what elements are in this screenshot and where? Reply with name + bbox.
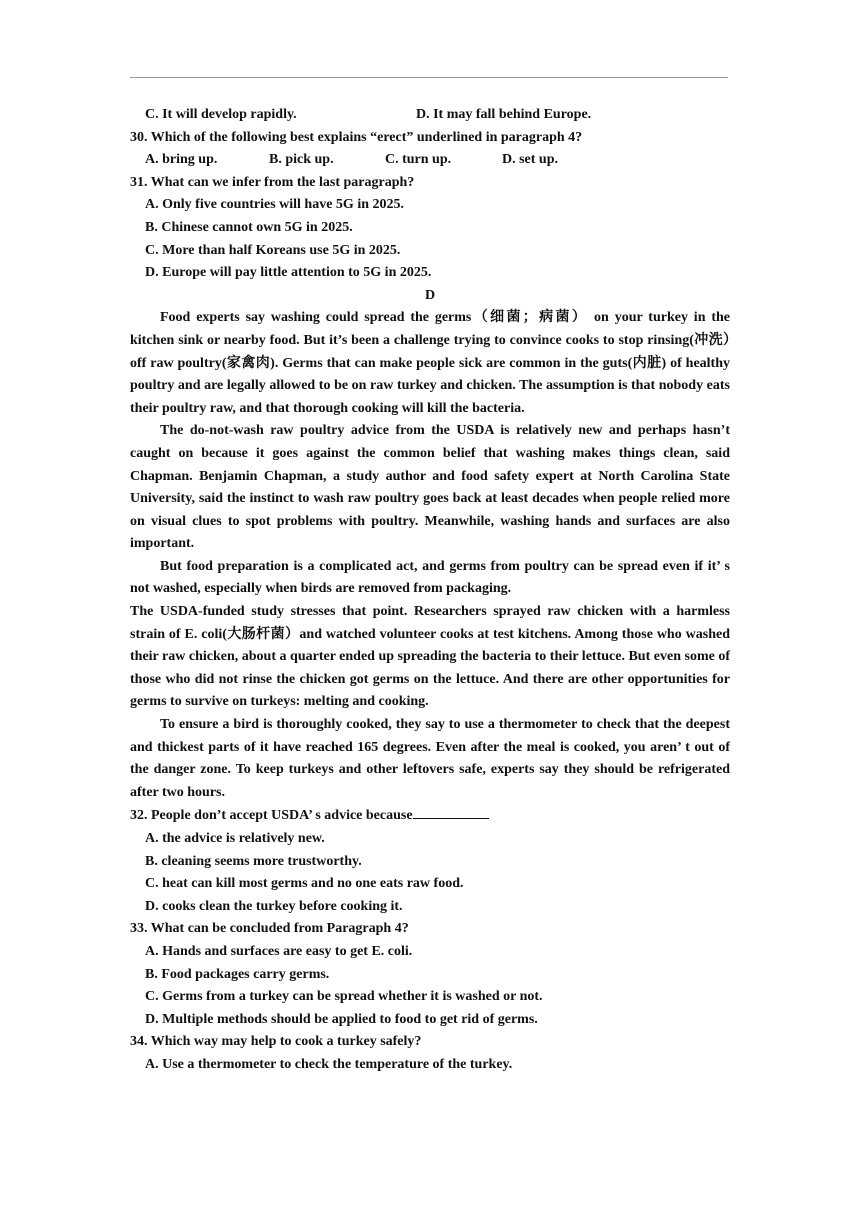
q31-option-d: D. Europe will pay little attention to 5G in 2025. [145, 265, 432, 281]
q30-option-d: D. set up. [502, 152, 559, 168]
q30-options-row [130, 149, 730, 172]
q31-option-c: C. More than half Koreans use 5G in 2025. [145, 242, 401, 258]
exam-page [130, 104, 730, 1077]
q32-option-b: B. cleaning seems more trustworthy. [145, 853, 362, 869]
q32-stem-line [130, 804, 730, 828]
q34-option-a: A. Use a thermometer to check the temperature of the turkey. [145, 1056, 513, 1072]
q32-answer-blank [413, 804, 489, 819]
q29-option-d: D. It may fall behind Europe. [416, 107, 592, 122]
q31-option-b: B. Chinese cannot own 5G in 2025. [145, 219, 353, 235]
passage-paragraph-2: The do-not-wash raw poultry advice from the USDA is relatively new and perhaps hasn’t caught on because it goes against the common belief that washing makes things clean, said Chapman. Benjamin Chapman, a study author and food safety expert at North Carolina State University, said the instinct to wash raw poultry goes back at least decades when people relied more on visual clues to spot problems with poultry. Meanwhile, washing hands and surfaces are also important. [130, 423, 730, 552]
passage-paragraph-4: The USDA-funded study stresses that point. Researchers sprayed raw chicken with a harmless strain of E. coli(大肠杆菌）and watched volunteer cooks at test kitchens. Among those who washed their raw chicken, about a quarter ended up spreading the bacteria to their lettuce. But even some of those who did not rinse the chicken got germs on the lettuce. And there are other opportunities for germs to survive on turkeys: melting and cooking. [130, 604, 730, 710]
q32-option-a: A. the advice is relatively new. [145, 831, 325, 846]
passage-paragraph-3: But food preparation is a complicated act, and germs from poultry can be spread even if it’ s not washed, especially when birds are removed from packaging. [130, 558, 730, 597]
q32-option-d: D. cooks clean the turkey before cooking it. [145, 898, 403, 914]
q30-option-c: C. turn up. [385, 152, 452, 168]
q33-stem: 33. What can be concluded from Paragraph 4? [130, 921, 409, 937]
q30-option-a: A. bring up. [145, 152, 218, 168]
header-rule [130, 77, 728, 78]
q31-stem: 31. What can we infer from the last paragraph? [130, 174, 415, 190]
q33-option-c: C. Germs from a turkey can be spread whether it is washed or not. [145, 989, 543, 1005]
q33-option-d: D. Multiple methods should be applied to food to get rid of germs. [145, 1011, 538, 1027]
q29-option-c: C. It will develop rapidly. [145, 107, 297, 122]
q30-stem: 30. Which of the following best explains “erect” underlined in paragraph 4? [130, 129, 583, 145]
passage-label: D [424, 287, 436, 303]
q29-options-row [130, 104, 730, 127]
q33-option-b: B. Food packages carry germs. [145, 966, 330, 982]
q30-option-b: B. pick up. [269, 152, 334, 168]
passage-paragraph-1: Food experts say washing could spread the germs（细菌；病菌） on your turkey in the kitchen sink or nearby food. But it’s been a challenge trying to convince cooks to stop rinsing(冲洗）off raw poultry(家禽肉). Germs that can make people sick are common in the guts(内脏) of healthy poultry and are legally allowed to be on raw turkey and chicken. The assumption is that nobody eats their poultry raw, and that thorough cooking will kill the bacteria. [130, 310, 730, 416]
q33-option-a: A. Hands and surfaces are easy to get E. coli. [145, 943, 413, 959]
q34-stem: 34. Which way may help to cook a turkey safely? [130, 1034, 422, 1050]
q32-option-c: C. heat can kill most germs and no one eats raw food. [145, 876, 464, 892]
passage-paragraph-5: To ensure a bird is thoroughly cooked, they say to use a thermometer to check that the deepest and thickest parts of it have reached 165 degrees. Even after the meal is cooked, you aren’ t out of the danger zone. To keep turkeys and other leftovers safe, experts say they should be refrigerated after two hours. [130, 717, 730, 800]
q31-option-a: A. Only five countries will have 5G in 2025. [145, 197, 404, 213]
q32-stem: 32. People don’t accept USDA’ s advice because [130, 808, 413, 824]
